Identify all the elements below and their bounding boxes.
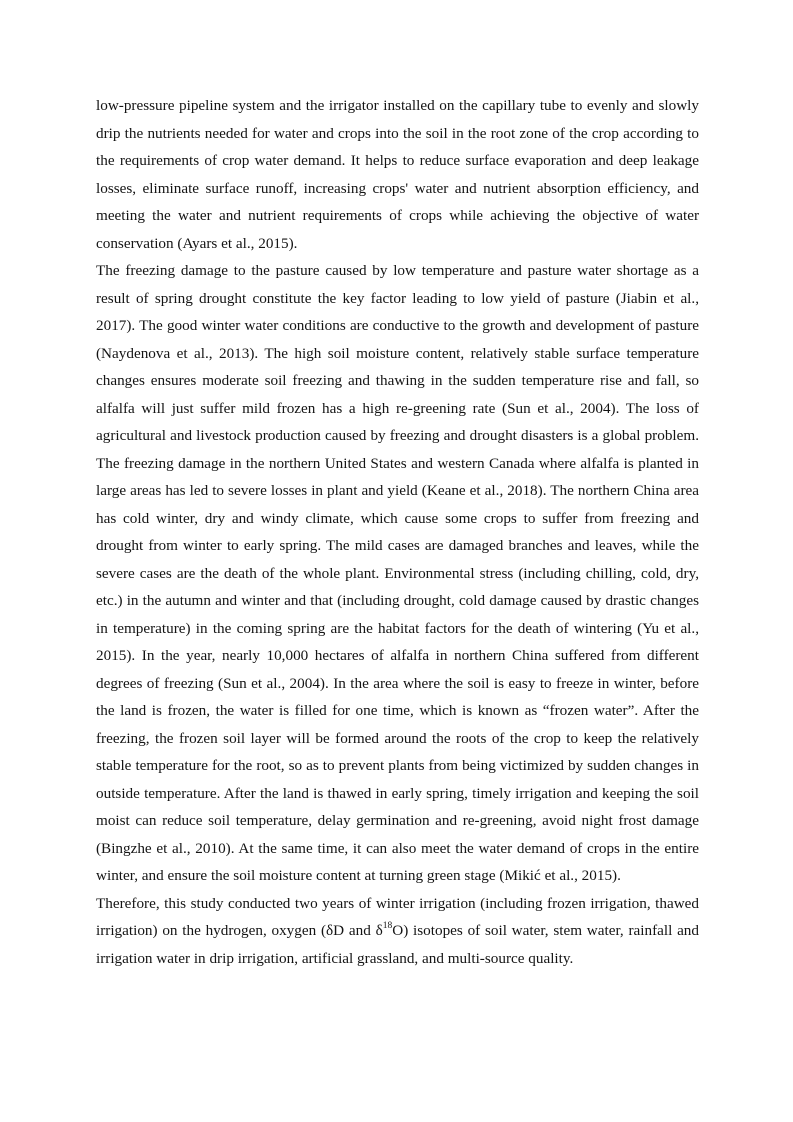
paragraph-study-design [96,890,699,973]
isotope-superscript: 18 [382,920,393,931]
paragraph-drip-irrigation: low-pressure pipeline system and the irrigator installed on the capillary tube to evenly and slowly drip the nutrients needed for water and crops into the soil in the root zone of the crop according to the requirements of crop water demand. It helps to reduce surface evaporation and deep leakage losses, eliminate surface runoff, increasing crops' water and nutrient absorption efficiency, and meeting the water and nutrient requirements of crops while achieving the objective of water conservation (Ayars et al., 2015). [96,97,699,252]
paragraph-freezing-damage: The freezing damage to the pasture caused by low temperature and pasture water shortage as a result of spring drought constitute the key factor leading to low yield of pasture (Jiabin et al., 2017). The good winter water conditions are conductive to the growth and development of pasture (Naydenova et al., 2013). The high soil moisture content, relatively stable surface temperature changes ensures moderate soil freezing and thawing in the sudden temperature rise and fall, so alfalfa will just suffer mild frozen has a high re-greening rate (Sun et al., 2004). The loss of agricultural and livestock production caused by freezing and drought disasters is a global problem. The freezing damage in the northern United States and western Canada where alfalfa is planted in large areas has led to severe losses in plant and yield (Keane et al., 2018). The northern China area has cold winter, dry and windy climate, which cause some crops to suffer from freezing and drought from winter to early spring. The mild cases are damaged branches and leaves, while the severe cases are the death of the whole plant. Environmental stress (including chilling, cold, dry, etc.) in the autumn and winter and that (including drought, cold damage caused by drastic changes in temperature) in the coming spring are the habitat factors for the death of wintering (Yu et al., 2015). In the year, nearly 10,000 hectares of alfalfa in northern China suffered from different degrees of freezing (Sun et al., 2004). In the area where the soil is easy to freeze in winter, before the land is frozen, the water is filled for one time, which is known as “frozen water”. After the freezing, the frozen soil layer will be formed around the roots of the crop to keep the relatively stable temperature for the root, so as to prevent plants from being victimized by sudden changes in outside temperature. After the land is thawed in early spring, timely irrigation and keeping the soil moist can reduce soil temperature, delay germination and re-greening, avoid night frost damage (Bingzhe et al., 2010). At the same time, it can also meet the water demand of crops in the entire winter, and ensure the soil moisture content at turning green stage (Mikić et al., 2015). [96,262,699,884]
study-text-after: O) isotopes of soil water, stem water, rainfall and irrigation water in drip irrigation, artificial grassland, and multi-source quality. [96,922,699,967]
page-body [96,92,699,972]
study-text-before: Therefore, this study conducted two years of winter irrigation (including frozen irrigation, thawed irrigation) on the hydrogen, oxygen (δD and δ [96,894,699,939]
